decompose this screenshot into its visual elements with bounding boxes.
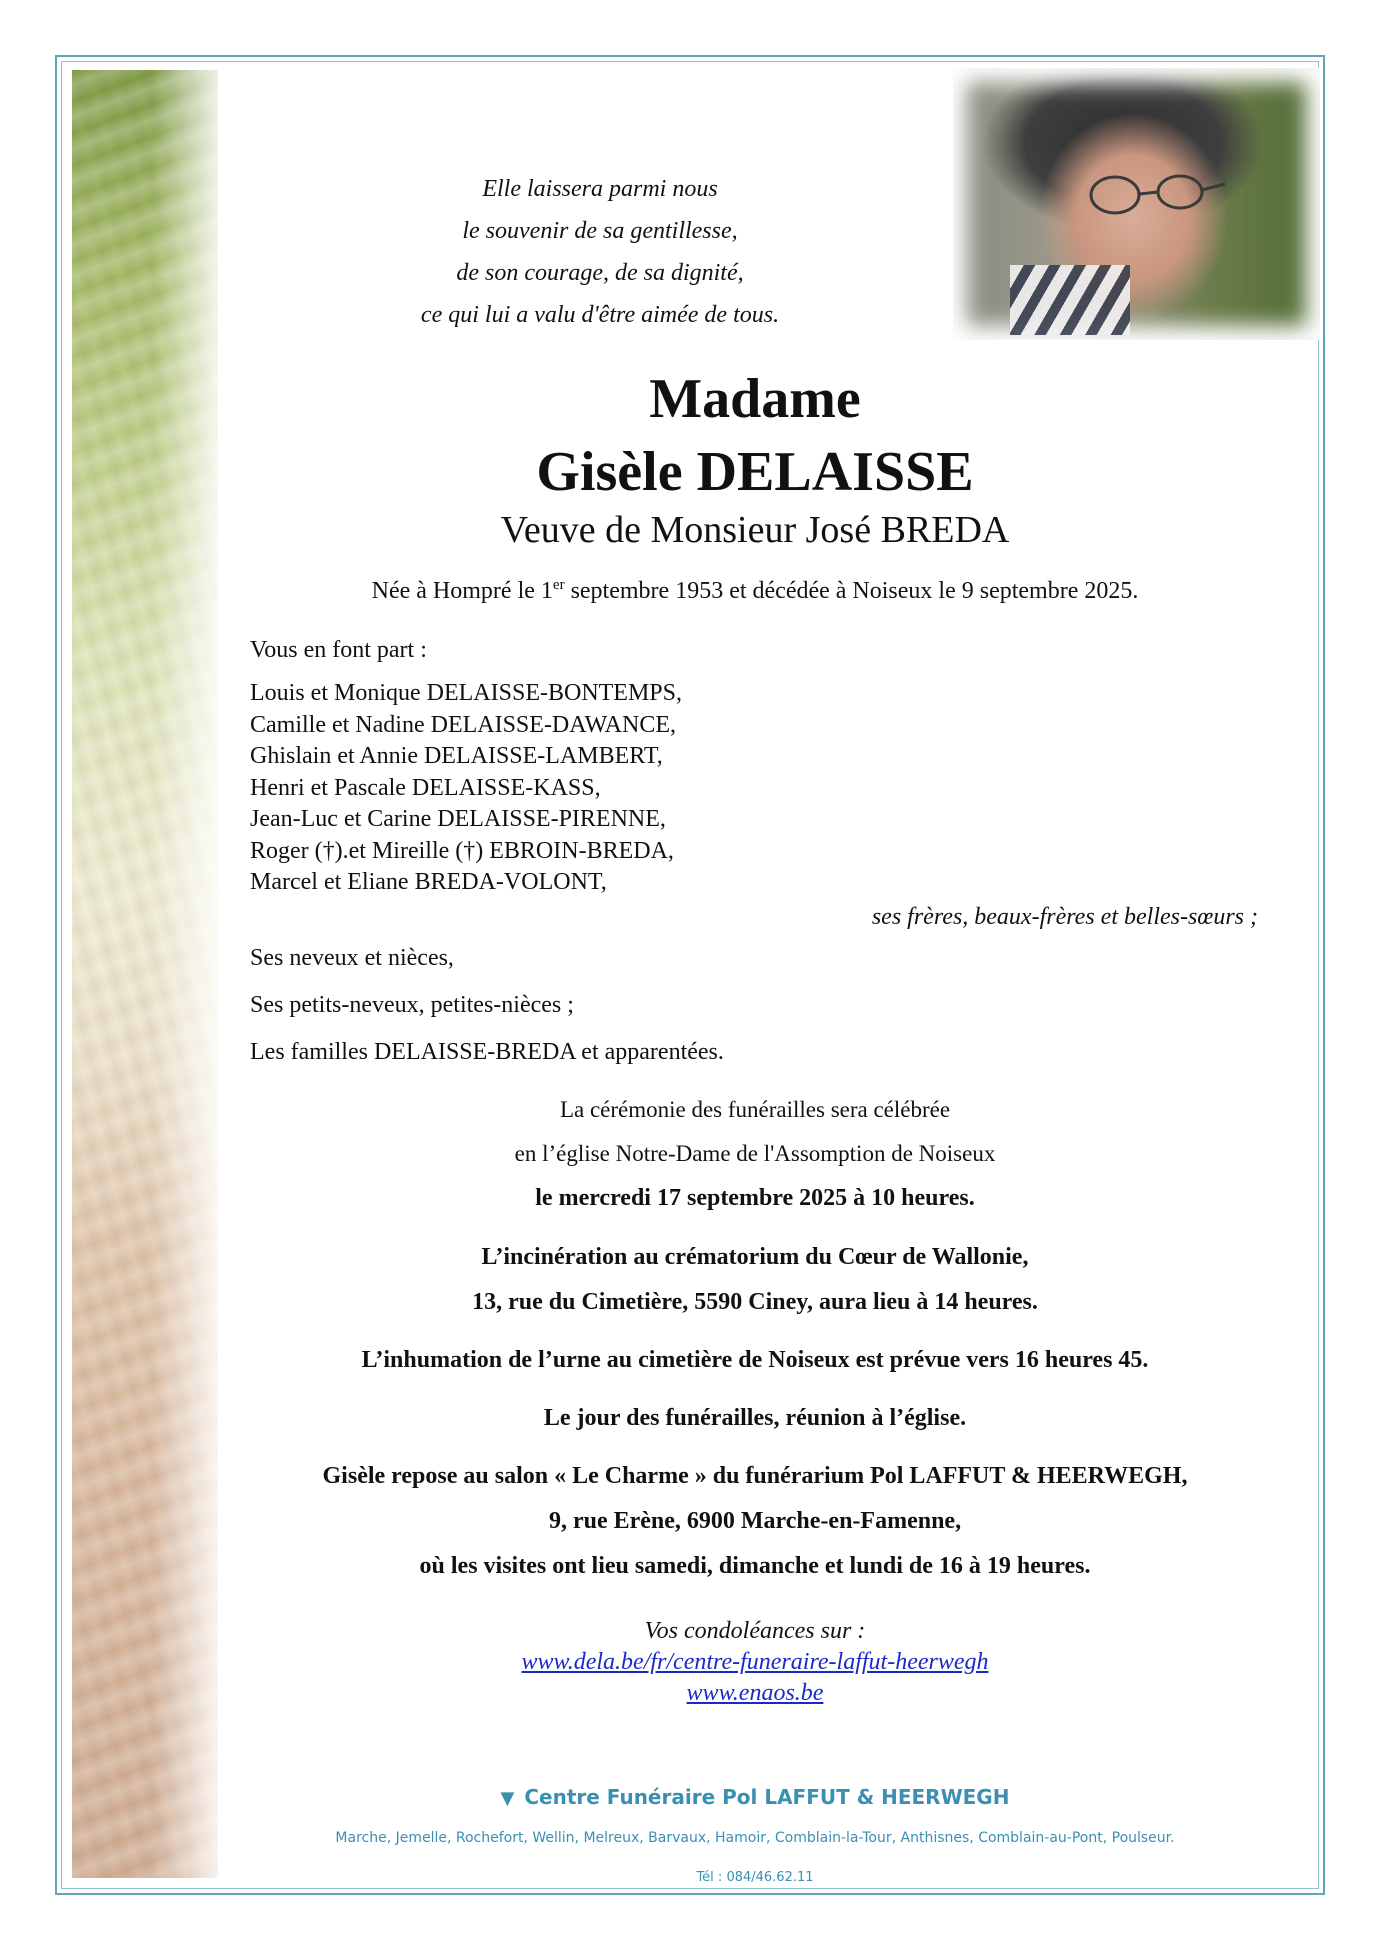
rest-address: 9, rue Erène, 6900 Marche-en-Famenne, (548, 1508, 962, 1534)
siblings-label: ses frères, beaux-frères et belles-sœurs ; (871, 904, 1258, 930)
triangle-down-icon: ▼ (500, 1788, 515, 1809)
ceremony-line: La cérémonie des funérailles sera célébrée (559, 1097, 951, 1122)
relatives-line: Ses neveux et nièces, (250, 945, 454, 971)
relatives-list (250, 935, 1150, 1076)
announce-line: Vous en font part : (250, 637, 427, 663)
family-member: Marcel et Eliane BREDA-VOLONT, (250, 869, 607, 895)
condolences-block (250, 1616, 1260, 1709)
poem-line: ce qui lui a valu d'être aimée de tous. (420, 302, 780, 328)
funeral-home-name: Centre Funéraire Pol LAFFUT & HEERWEGH (524, 1785, 1010, 1809)
poem-line: le souvenir de sa gentillesse, (462, 218, 738, 244)
family-list (250, 678, 950, 899)
visits-line: où les visites ont lieu samedi, dimanche et lundi de 16 à 19 heures. (419, 1553, 1091, 1579)
funeral-home-phone: Tél : 084/46.62.11 (696, 1870, 814, 1885)
cremation-line: L’incinération au crématorium du Cœur de Wallonie, (481, 1244, 1029, 1270)
family-member: Jean-Luc et Carine DELAISSE-PIRENNE, (250, 806, 666, 832)
ceremony-church: en l’église Notre-Dame de l'Assomption de Noiseux (514, 1141, 996, 1166)
family-member: Ghislain et Annie DELAISSE-LAMBERT, (250, 743, 663, 769)
burial-line: L’inhumation de l’urne au cimetière de Noiseux est prévue vers 16 heures 45. (361, 1347, 1149, 1373)
widow-of-line: Veuve de Monsieur José BREDA (500, 509, 1010, 551)
memorial-poem (300, 168, 900, 336)
ceremony-details (250, 1088, 1260, 1220)
birth-text-start: Née à Hompré le 1 (371, 578, 553, 604)
rest-line: Gisèle repose au salon « Le Charme » du funérarium Pol LAFFUT & HEERWEGH, (322, 1463, 1188, 1489)
portrait-glasses-drawing (1080, 170, 1230, 220)
family-member: Camille et Nadine DELAISSE-DAWANCE, (250, 711, 676, 738)
funeral-home-footer (250, 1782, 1260, 1890)
condolences-heading: Vos condoléances sur : (644, 1618, 866, 1644)
ceremony-date: le mercredi 17 septembre 2025 à 10 heures. (535, 1185, 975, 1211)
funeral-info (230, 1235, 1280, 1589)
poem-line: de son courage, de sa dignité, (456, 260, 744, 286)
family-member: Henri et Pascale DELAISSE-KASS, (250, 774, 601, 801)
relatives-line: Les familles DELAISSE-BREDA et apparentées. (250, 1039, 724, 1065)
cremation-address: 13, rue du Cimetière, 5590 Ciney, aura lieu à 14 heures. (472, 1289, 1038, 1315)
funeral-home-name-row (250, 1782, 1260, 1814)
condolence-link-dela[interactable]: www.dela.be/fr/centre-funeraire-laffut-heerwegh (521, 1649, 989, 1675)
meeting-line: Le jour des funérailles, réunion à l’église. (543, 1405, 967, 1431)
poem-line: Elle laissera parmi nous (482, 176, 718, 202)
portrait-striped-top (1010, 265, 1130, 335)
relatives-line: Ses petits-neveux, petites-nièces ; (250, 992, 574, 1018)
family-member: Roger (†).et Mireille (†) EBROIN-BREDA, (250, 837, 674, 864)
birth-death-line (250, 570, 1260, 606)
family-member: Louis et Monique DELAISSE-BONTEMPS, (250, 680, 682, 706)
birth-text-end: septembre 1953 et décédée à Noiseux le 9 septembre 2025. (564, 578, 1139, 604)
honorific-title: Madame (649, 368, 861, 430)
birth-superscript: er (552, 577, 565, 593)
forest-path-image (72, 70, 218, 1878)
deceased-name: Gisèle DELAISSE (536, 441, 974, 503)
funeral-home-towns: Marche, Jemelle, Rochefort, Wellin, Melreux, Barvaux, Hamoir, Comblain-la-Tour, Anthisnes, Comblain-au-Pont, Poulseur. (335, 1830, 1175, 1846)
condolence-link-enaos[interactable]: www.enaos.be (686, 1680, 824, 1706)
